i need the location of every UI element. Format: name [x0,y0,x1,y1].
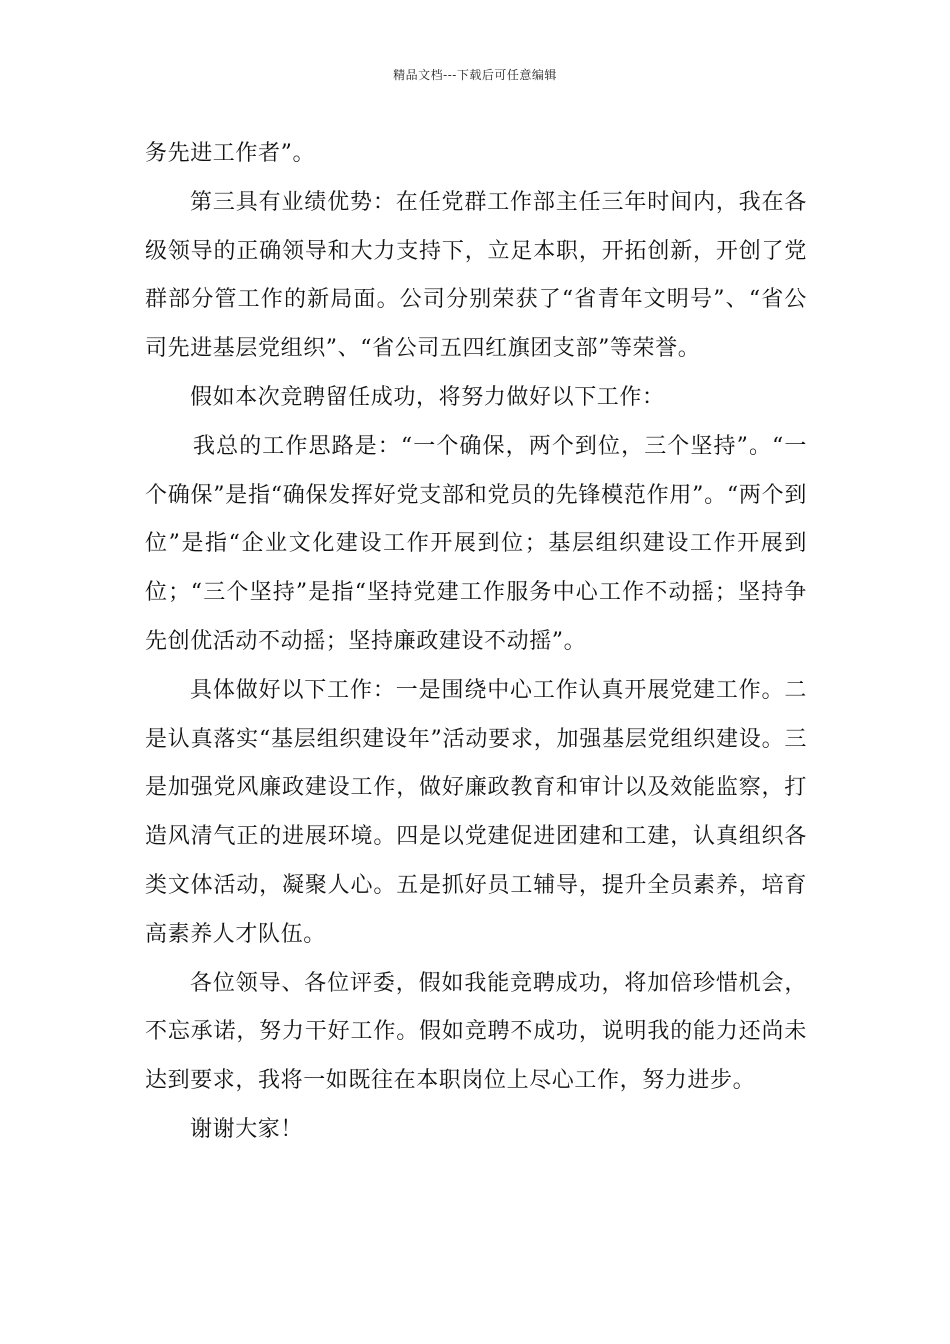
paragraph-performance: 第三具有业绩优势：在任党群工作部主任三年时间内，我在各级领导的正确领导和大力支持下，立足本职，开拓创新，开创了党群部分管工作的新局面。公司分别荣获了“省青年文明号”、“省公司先进基层党组织”、“省公司五四红旗团支部”等荣誉。 [145,189,807,362]
paragraph-closing: 各位领导、各位评委，假如我能竞聘成功，将加倍珍惜机会，不忘承诺，努力干好工作。假如竞聘不成功，说明我的能力还尚未达到要求，我将一如既往在本职岗位上尽心工作，努力进步。 [145,970,807,1094]
paragraph-continuation: 务先进工作者”。 [145,141,316,166]
paragraph-thanks: 谢谢大家！ [190,1116,304,1142]
paragraph-intro-work: 假如本次竞聘留任成功，将努力做好以下工作： [190,384,665,410]
document-body [145,130,807,1155]
paragraph-work-approach: 我总的工作思路是：“一个确保，两个到位，三个坚持”。“一个确保”是指“确保发挥好党支部和党员的先锋模范作用”。“两个到位”是指“企业文化建设工作开展到位；基层组织建设工作开展到位；“三个坚持”是指“坚持党建工作服务中心工作不动摇；坚持争先创优活动不动摇；坚持廉政建设不动摇”。 [145,433,807,654]
paragraph-specific-tasks: 具体做好以下工作：一是围绕中心工作认真开展党建工作。二是认真落实“基层组织建设年”活动要求，加强基层党组织建设。三是加强党风廉政建设工作，做好廉政教育和审计以及效能监察，打造风清气正的进展环境。四是以党建促进团建和工建，认真组织各类文体活动，凝聚人心。五是抓好员工辅导，提升全员素养，培育高素养人才队伍。 [145,677,807,947]
page-header: 精品文档---下载后可任意编辑 [393,68,557,82]
